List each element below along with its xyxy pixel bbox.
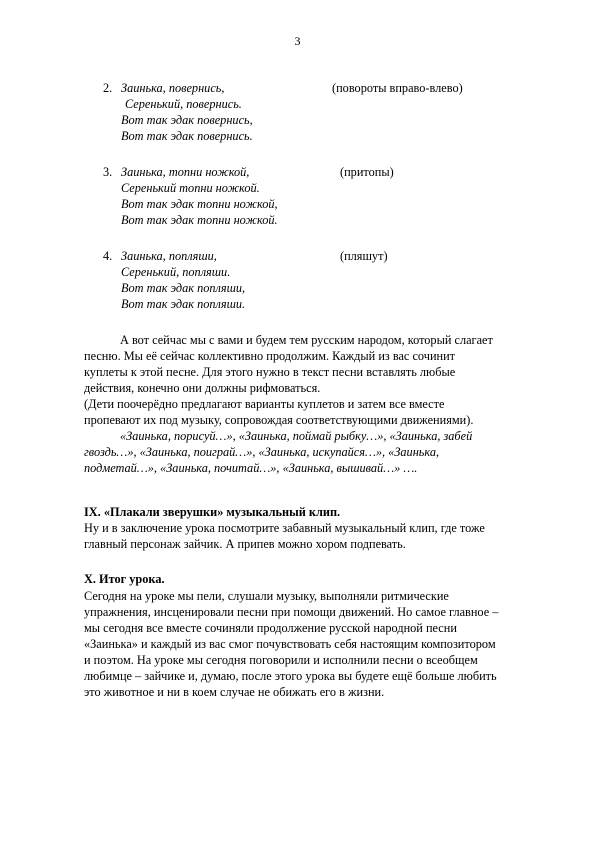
paragraph-line: (Дети поочерёдно предлагают варианты куплетов и затем все вместе: [84, 397, 445, 411]
examples-line: подметай…», «Заинька, почитай…», «Заинька, вышивай…» ….: [84, 461, 418, 475]
section-10-heading: X. Итог урока.: [84, 572, 165, 586]
verse-number: 4.: [103, 249, 113, 263]
verse-line: Вот так эдак попляши,: [121, 281, 246, 295]
paragraph-line: любимце – зайчике и, думаю, после этого урока вы будете ещё больше любить: [84, 669, 497, 683]
paragraph-line: Ну и в заключение урока посмотрите забавный музыкальный клип, где тоже: [84, 521, 485, 535]
verse-line: Серенький, попляши.: [121, 265, 231, 279]
examples-line: гвоздь…», «Заинька, поиграй…», «Заинька, искупайся…», «Заинька,: [84, 445, 440, 459]
section-10-text: [84, 588, 554, 700]
verse-line: Заинька, топни ножкой,: [121, 165, 250, 179]
verse-line: Вот так эдак топни ножкой,: [121, 197, 278, 211]
examples-line: «Заинька, порисуй…», «Заинька, поймай рыбку…», «Заинька, забей: [120, 429, 473, 443]
section-9-heading: IX. «Плакали зверушки» музыкальный клип.: [84, 505, 341, 519]
verse-line: Вот так эдак топни ножкой.: [121, 213, 278, 227]
section-9-text: [84, 520, 554, 552]
paragraph-line: действия, конечно они должны рифмоваться.: [84, 381, 321, 395]
verse-action: (притопы): [340, 165, 394, 179]
verse-number: 3.: [103, 165, 113, 179]
paragraph-line: мы сегодня все вместе сочиняли продолжение русской народной песни: [84, 621, 457, 635]
paragraph-line: песню. Мы её сейчас коллективно продолжим. Каждый из вас сочинит: [84, 349, 456, 363]
verse-line: Вот так эдак повернись,: [121, 113, 253, 127]
paragraph-line: «Заинька» и каждый из вас смог почувствовать себя настоящим композитором: [84, 637, 496, 651]
paragraph-line: это животное и ни в коем случае не обижать его в жизни.: [84, 685, 385, 699]
verse-line: Серенький топни ножкой.: [121, 181, 260, 195]
verse-line: Заинька, повернись,: [121, 81, 225, 95]
verse-line: Вот так эдак повернись.: [121, 129, 253, 143]
paragraph-line: Сегодня на уроке мы пели, слушали музыку, выполняли ритмические: [84, 589, 449, 603]
paragraph-line: пропевают их под музыку, сопровождая соответствующими движениями).: [84, 413, 474, 427]
page-number: 3: [294, 34, 301, 48]
verse-line: Заинька, попляши,: [121, 249, 217, 263]
verse-action: (пляшут): [340, 249, 388, 263]
paragraph-line: куплеты к этой песне. Для этого нужно в текст песни вставлять любые: [84, 365, 456, 379]
verse-action: (повороты вправо-влево): [332, 81, 463, 95]
paragraph-line: и поэтом. На уроке мы сегодня поговорили и исполнили песни о всеобщем: [84, 653, 478, 667]
verse-line: Вот так эдак попляши.: [121, 297, 246, 311]
paragraph-line: главный персонаж зайчик. А припев можно хором подпевать.: [84, 537, 406, 551]
paragraph-line: упражнения, инсценировали песни при помощи движений. Но самое главное –: [84, 605, 499, 619]
composing-paragraph: [84, 332, 554, 476]
verse-line: Серенький, повернись.: [125, 97, 242, 111]
paragraph-line: А вот сейчас мы с вами и будем тем русским народом, который слагает: [120, 333, 493, 347]
verse-number: 2.: [103, 81, 113, 95]
